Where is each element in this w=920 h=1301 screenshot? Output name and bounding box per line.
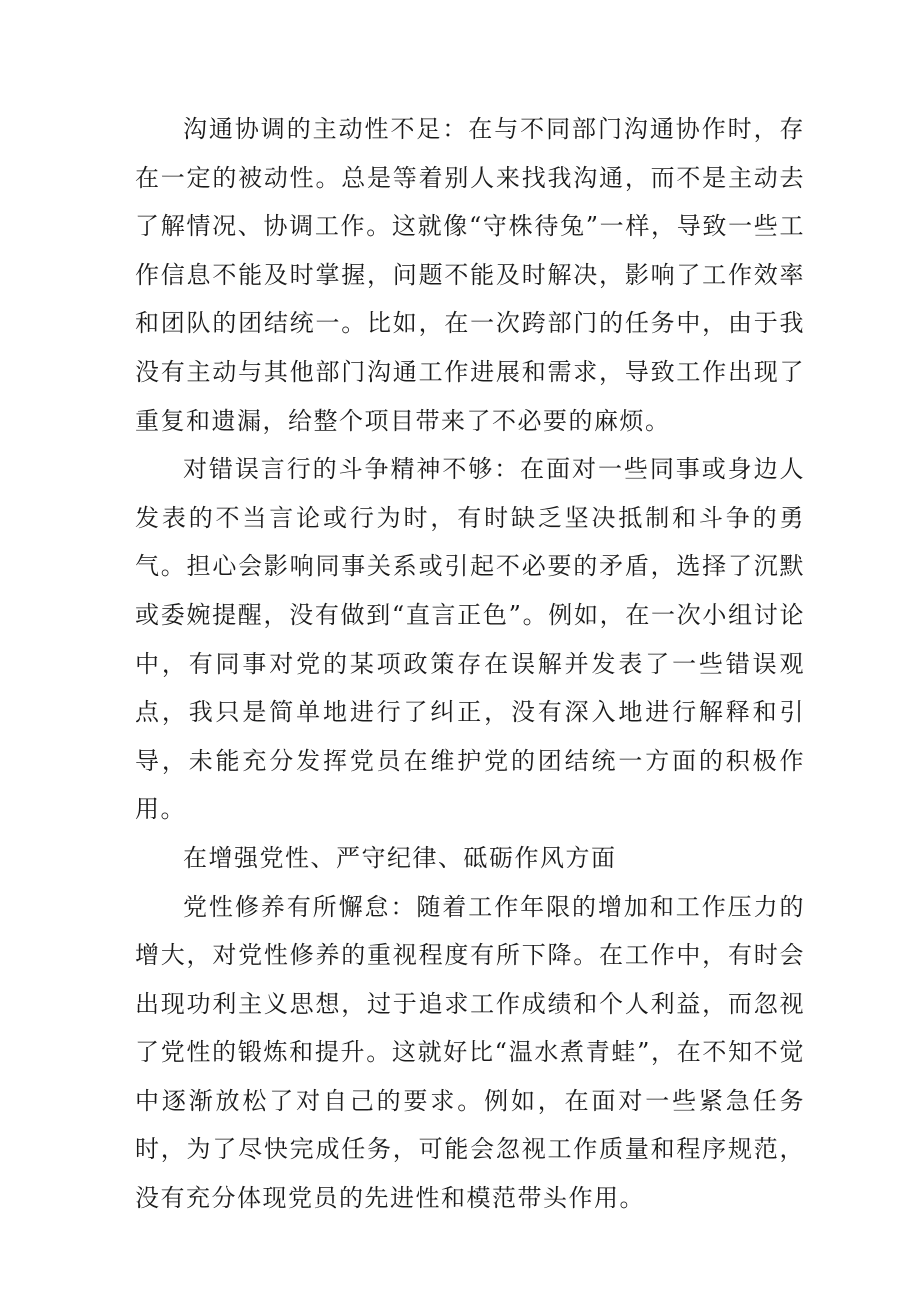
paragraph-communication: 沟通协调的主动性不足：在与不同部门沟通协作时，存在一定的被动性。总是等着别人来找我沟通，而不是主动去了解情况、协调工作。这就像“守株待兔”一样，导致一些工作信息不能及时掌握，问题不能及时解决，影响了工作效率和团队的团结统一。比如，在一次跨部门的任务中，由于我没有主动与其他部门沟通工作进展和需求，导致工作出现了重复和遗漏，给整个项目带来了不必要的麻烦。 (135, 115, 805, 435)
section-heading: 在增强党性、严守纪律、砥砺作风方面 (183, 843, 617, 872)
paragraph-struggle-spirit: 对错误言行的斗争精神不够：在面对一些同事或身边人发表的不当言论或行为时，有时缺乏坚决抵制和斗争的勇气。担心会影响同事关系或引起不必要的矛盾，选择了沉默或委婉提醒，没有做到“直言正色”。例如，在一次小组讨论中，有同事对党的某项政策存在误解并发表了一些错误观点，我只是简单地进行了纠正，没有深入地进行解释和引导，未能充分发挥党员在维护党的团结统一方面的积极作用。 (135, 455, 805, 824)
document-body (135, 105, 805, 1223)
paragraph-party-cultivation: 党性修养有所懈怠：随着工作年限的增加和工作压力的增大，对党性修养的重视程度有所下降。在工作中，有时会出现功利主义思想，过于追求工作成绩和个人利益，而忽视了党性的锻炼和提升。这就好比“温水煮青蛙”，在不知不觉中逐渐放松了对自己的要求。例如，在面对一些紧急任务时，为了尽快完成任务，可能会忽视工作质量和程序规范，没有充分体现党员的先进性和模范带头作用。 (135, 892, 805, 1213)
